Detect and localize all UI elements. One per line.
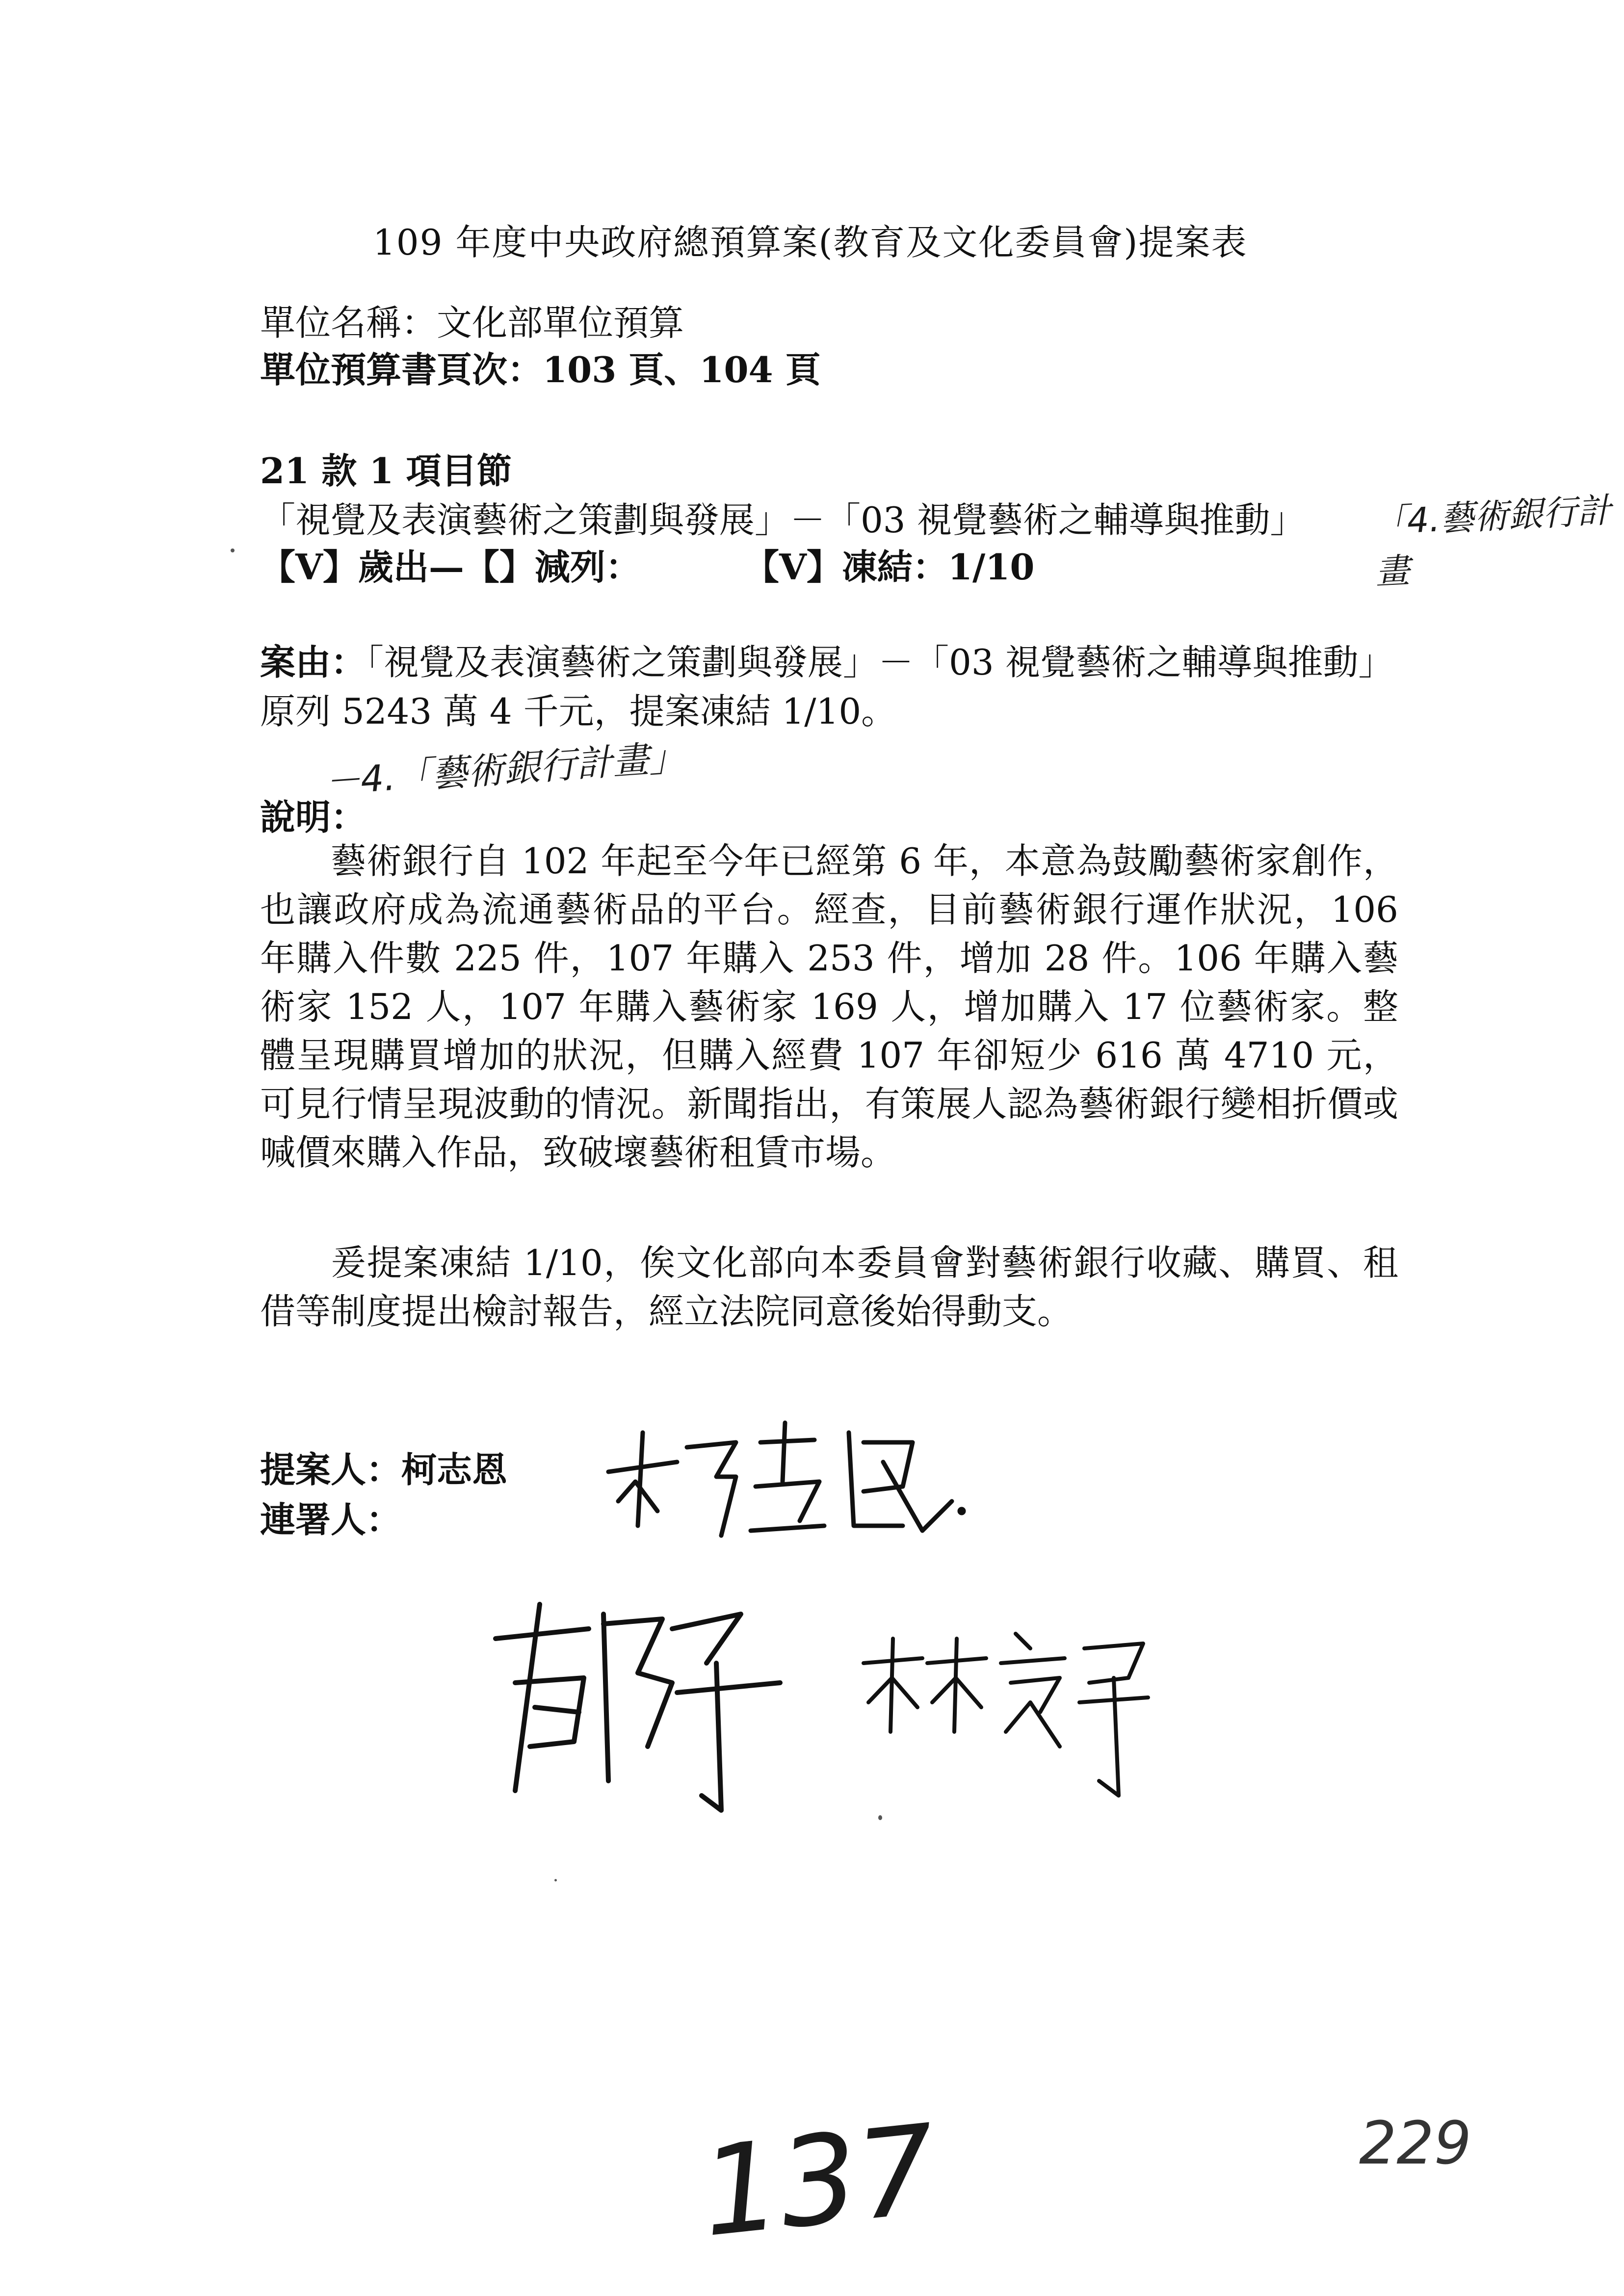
reason-text: 「視覺及表演藝術之策劃與發展」－「03 視覺藝術之輔導與推動」原列 5243 萬 4 千元，提案凍結 1/10。 xyxy=(260,642,1394,732)
handwritten-path-insert: 「4.藝術銀行計畫 xyxy=(1371,490,1613,593)
cosigner-label: 連署人： xyxy=(260,1499,402,1540)
reason-block xyxy=(260,638,1398,736)
handwritten-reason-insert: －4.「藝術銀行計畫」 xyxy=(323,736,687,804)
unit-budget-pages: 單位預算書頁次：103 頁、104 頁 xyxy=(260,349,821,391)
signature-cosigner-2 xyxy=(854,1619,1158,1805)
item-code: 21 款 1 項目節 xyxy=(260,450,512,492)
signature-cosigner-1 xyxy=(486,1585,790,1815)
explanation-label: 說明： xyxy=(260,796,367,838)
scan-speck xyxy=(878,1815,882,1820)
budget-flags xyxy=(260,539,1035,590)
signature-proposer xyxy=(589,1413,971,1560)
page-number-small: 229 xyxy=(1359,2110,1472,2178)
reason-label: 案由： xyxy=(260,641,367,683)
document-title: 109 年度中央政府總預算案(教育及文化委員會)提案表 xyxy=(373,222,1248,263)
freeze-flag: 【V】凍結：1/10 xyxy=(744,546,1035,588)
scan-speck xyxy=(231,548,235,552)
unit-name: 單位名稱：文化部單位預算 xyxy=(260,302,684,343)
explanation-paragraph-1: 藝術銀行自 102 年起至今年已經第 6 年，本意為鼓勵藝術家創作，也讓政府成為流通藝術品的平台。經查，目前藝術銀行運作狀況，106 年購入件數 225 件，107 年購入 253 件，增加 28 件。106 年購入藝術家 152 人，107 年購入藝術家 169 人，增加購入 17 位藝術家。整體呈現購買增加的狀況，但購入經費 107 年卻短少 616 萬 4710 元，可見行情呈現波動的情況。新聞指出，有策展人認為藝術銀行變相折價或喊價來購入作品，致破壞藝術租賃市場。 xyxy=(260,840,1398,1173)
expense-flag: 【V】歲出—【】減列： xyxy=(260,546,641,588)
proposer: 提案人：柯志恩 xyxy=(260,1449,508,1490)
page-number-handwritten: 137 xyxy=(695,2097,943,2265)
scan-speck xyxy=(554,1879,557,1881)
explanation-paragraph-2: 爰提案凍結 1/10，俟文化部向本委員會對藝術銀行收藏、購買、租借等制度提出檢討報告，經立法院同意後始得動支。 xyxy=(260,1242,1398,1332)
item-path: 「視覺及表演藝術之策劃與發展」－「03 視覺藝術之輔導與推動」 xyxy=(260,499,1306,541)
